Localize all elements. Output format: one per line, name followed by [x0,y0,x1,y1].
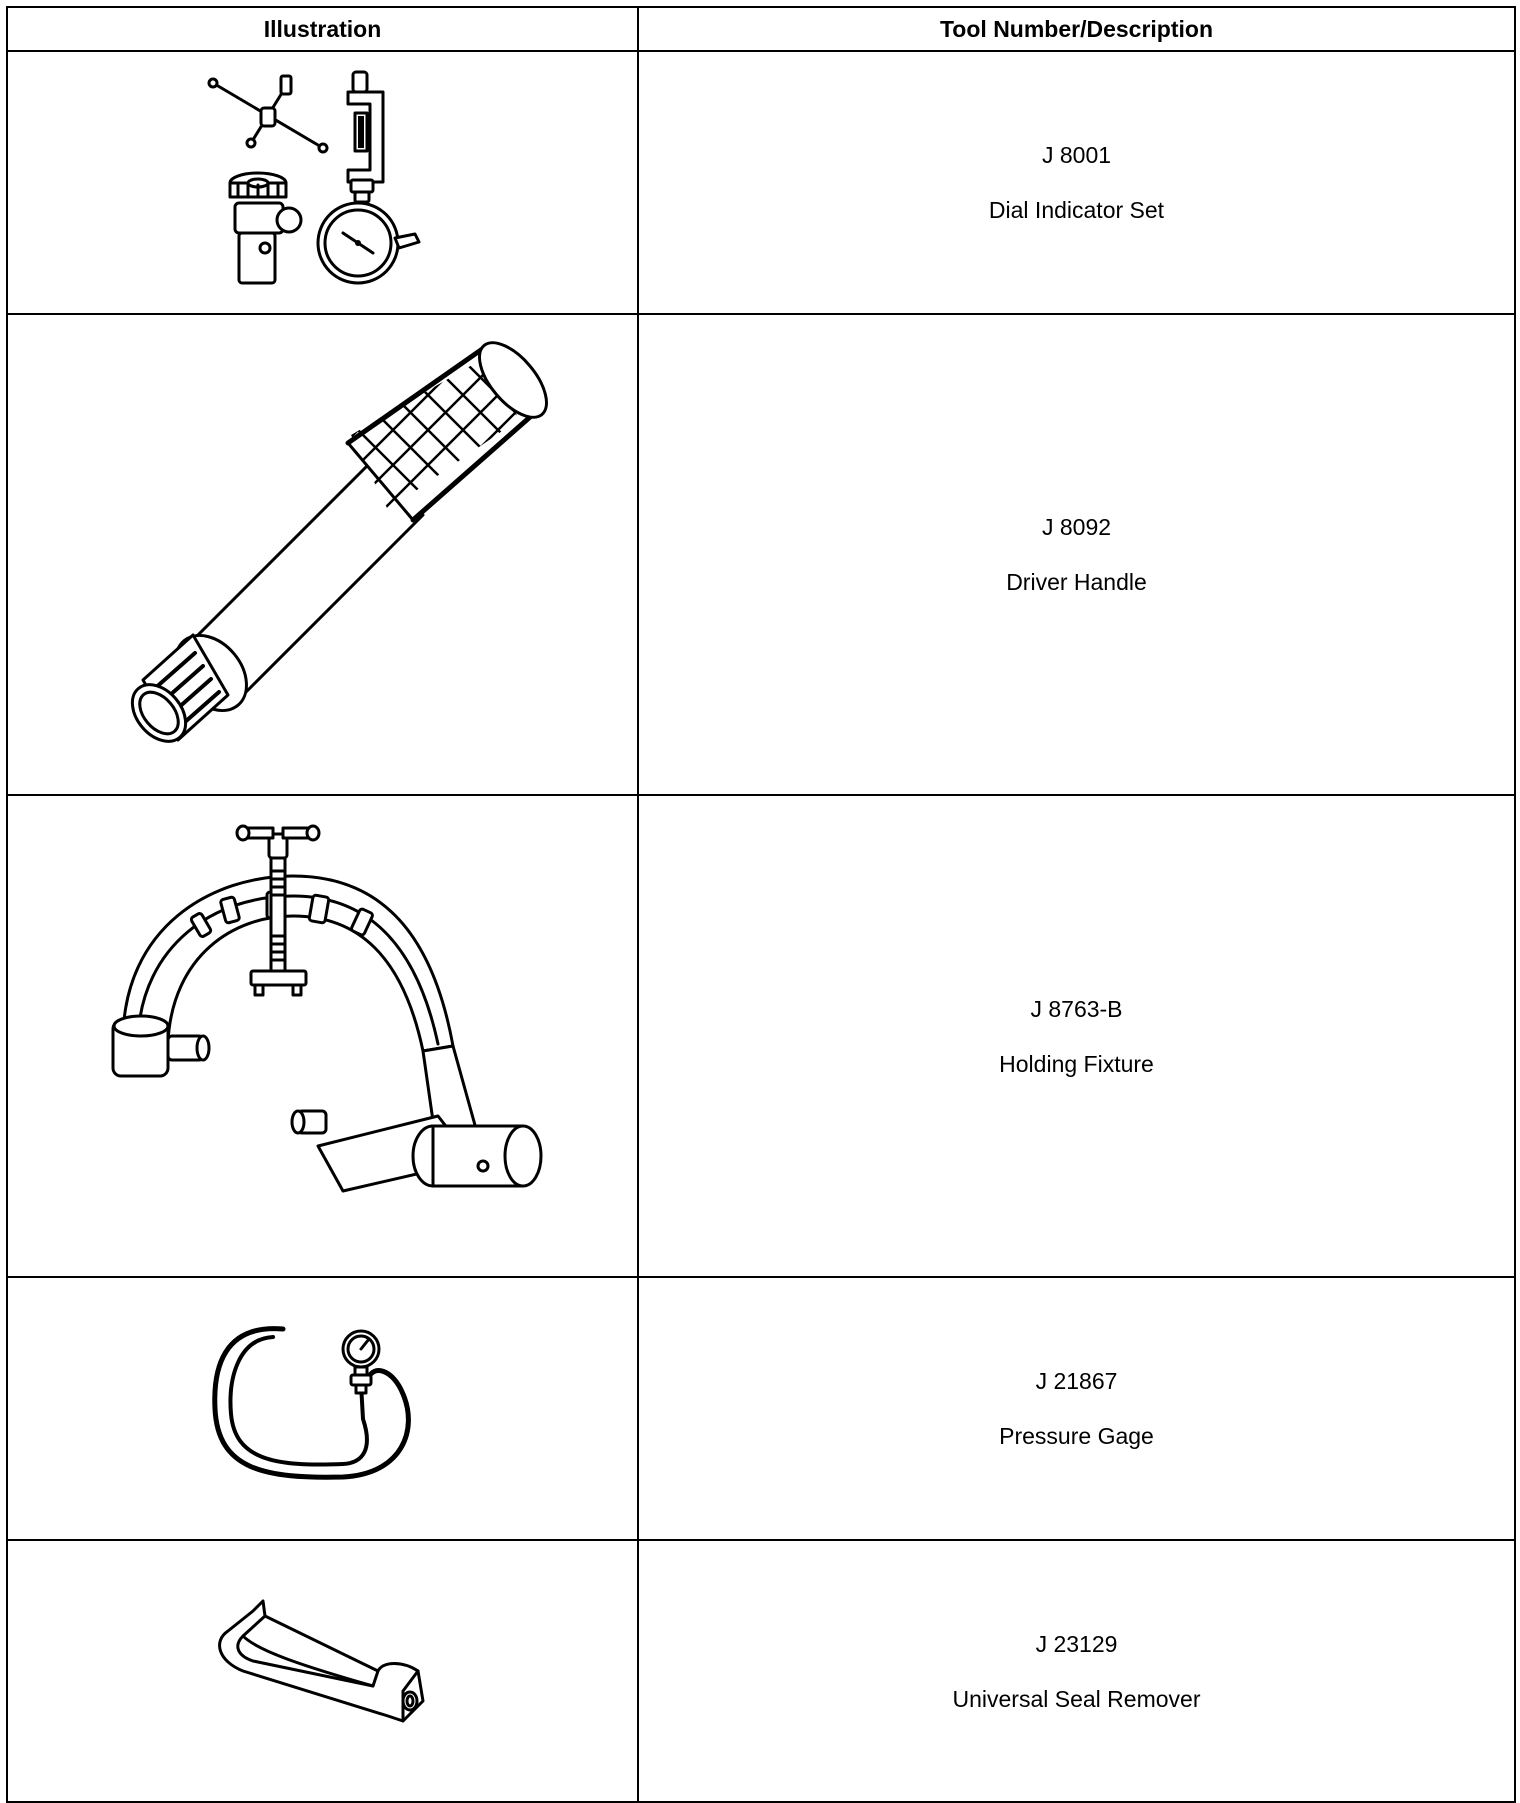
tool-number: J 23129 [1035,1630,1118,1657]
tool-number: J 8001 [1041,142,1112,168]
tool-number: J 21867 [1035,1368,1118,1394]
seal-remover-icon [203,1591,443,1751]
special-tools-table [6,6,1516,1803]
tool-description-cell [638,1540,1515,1802]
tool-description-cell [638,314,1515,795]
illustration-cell [7,1540,638,1802]
header-illustration: Illustration [7,7,638,51]
header-tool-number-description: Tool Number/Description [638,7,1515,51]
tool-number: J 8763-B [1030,995,1123,1022]
table-row [7,795,1515,1277]
tool-description-cell [638,1277,1515,1540]
dial-indicator-set-icon [203,68,443,298]
tool-name: Holding Fixture [999,1050,1154,1077]
tool-description-cell [638,795,1515,1277]
tool-name: Pressure Gage [999,1423,1154,1449]
table-row [7,314,1515,795]
tool-name: Universal Seal Remover [952,1685,1201,1712]
table-row [7,1277,1515,1540]
tool-description-cell [638,51,1515,314]
tool-name: Driver Handle [1006,569,1147,595]
tool-number: J 8092 [1041,514,1112,540]
table-header-row [7,7,1515,51]
pressure-gage-icon [203,1309,443,1509]
illustration-cell [7,795,638,1277]
table-row [7,1540,1515,1802]
illustration-cell [7,314,638,795]
illustration-cell [7,1277,638,1540]
tool-name: Dial Indicator Set [988,197,1165,223]
table-row [7,51,1515,314]
illustration-cell [7,51,638,314]
holding-fixture-icon [93,816,553,1256]
driver-handle-icon [93,335,553,775]
